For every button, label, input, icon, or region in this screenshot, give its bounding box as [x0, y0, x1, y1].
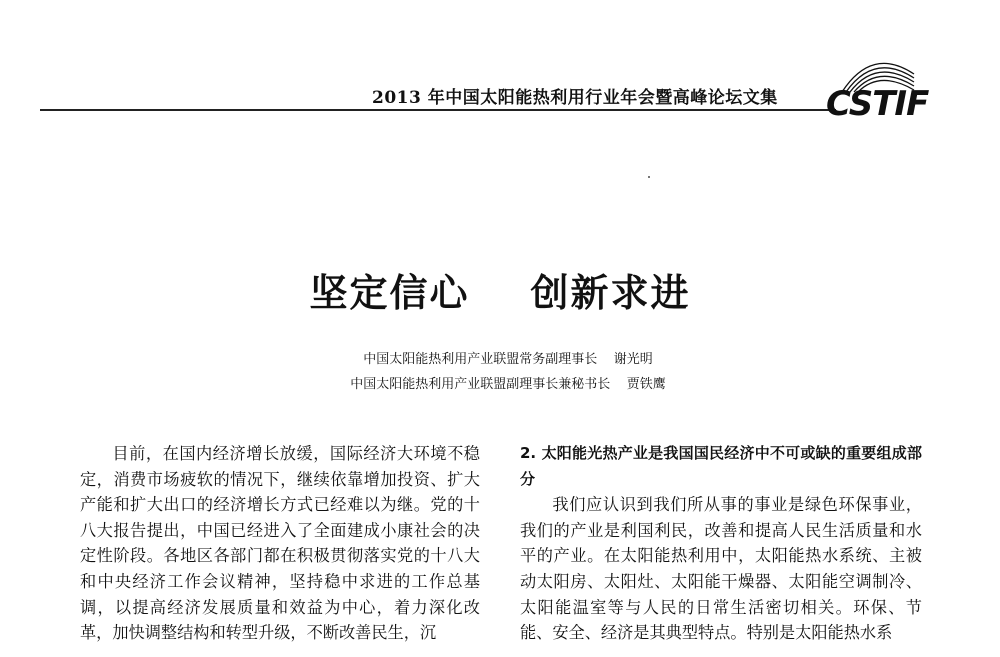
right-paragraph-1: 我们应认识到我们所从事的事业是绿色环保事业，我们的产业是利国利民，改善和提高人民生活质量和水平的产业。在太阳能热利用中，太阳能热水系统、主被动太阳房、太阳灶、太阳能干燥器、太阳能空调制冷、太阳能温室等与人民的日常生活密切相关。环保、节能、安全、经济是其典型特点。特别是太阳能热水系 — [520, 495, 922, 643]
author-line-2: 中国太阳能热利用产业联盟副理事长兼秘书长 贾铁鹰 — [350, 377, 666, 392]
scan-speck — [648, 176, 650, 178]
logo-text: CSTIF — [826, 84, 929, 124]
right-column — [520, 441, 922, 646]
cstif-logo — [822, 50, 932, 122]
author-line-1: 中国太阳能热利用产业联盟常务副理事长 谢光明 — [363, 352, 653, 367]
left-paragraph-1: 目前，在国内经济增长放缓，国际经济大环境不稳定，消费市场疲软的情况下，继续依靠增加投资、扩大产能和扩大出口的经济增长方式已经难以为继。党的十八大报告提出，中国已经进入了全面建成小康社会的决定性阶段。各地区各部门都在积极贯彻落实党的十八大和中央经济工作会议精神，坚持稳中求进的工作总基调，以提高经济发展质量和效益为中心，着力深化改革，加快调整结构和转型升级，不断改善民生，沉 — [80, 444, 480, 643]
article-title: 坚定信心 创新求进 — [309, 270, 691, 315]
section-heading: 2. 太阳能光热产业是我国国民经济中不可或缺的重要组成部分 — [520, 444, 922, 488]
running-title: 2013 年中国太阳能热利用行业年会暨高峰论坛文集 — [372, 88, 778, 108]
left-column — [80, 441, 480, 646]
header-rule — [40, 109, 836, 111]
